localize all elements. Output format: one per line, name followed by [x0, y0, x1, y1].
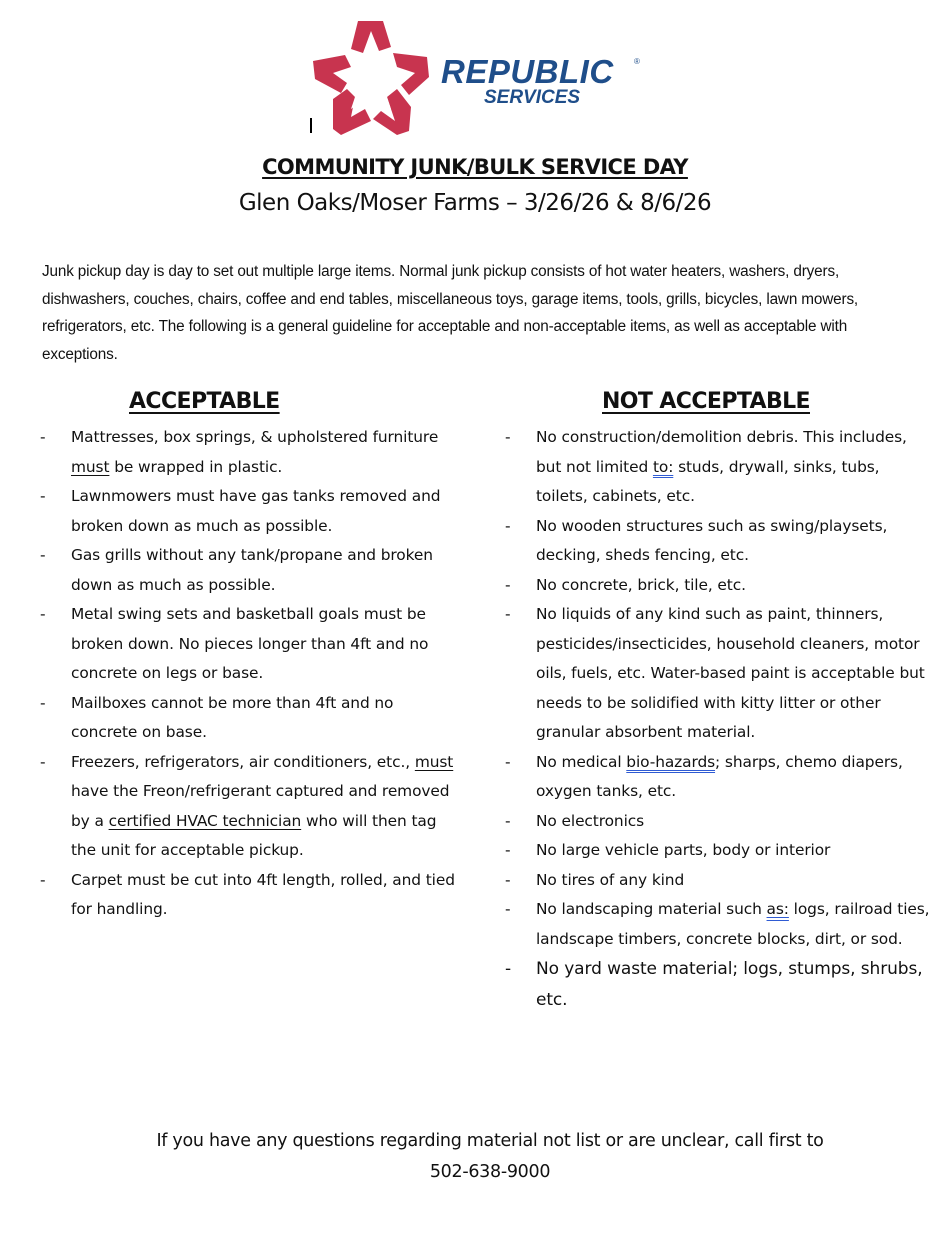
- list-item: - Lawnmowers must have gas tanks removed and broken down as much as possible.: [40, 487, 441, 535]
- not-acceptable-heading: NOT ACCEPTABLE: [602, 389, 810, 414]
- list-item: - No medical bio-hazards; sharps, chemo diapers, oxygen tanks, etc.: [505, 752, 903, 800]
- list-item: - Metal swing sets and basketball goals must be broken down. No pieces longer than 4ft and no concrete on legs or base.: [40, 605, 429, 682]
- list-item: - Carpet must be cut into 4ft length, rolled, and tied for handling.: [40, 870, 455, 918]
- list-item: - No large vehicle parts, body or interior: [505, 841, 831, 859]
- footer-text: If you have any questions regarding material not list or are unclear, call first to: [156, 1131, 824, 1151]
- logo-subtitle: SERVICES: [484, 87, 581, 108]
- list-item: - No landscaping material such as: logs, railroad ties, landscape timbers, concrete blocks, dirt, or sod.: [505, 900, 930, 948]
- list-item: - Mailboxes cannot be more than 4ft and no concrete on base.: [40, 693, 394, 741]
- acceptable-column: [40, 385, 460, 925]
- page-subtitle: Glen Oaks/Moser Farms – 3/26/26 & 8/6/26: [238, 190, 712, 216]
- list-item: - No electronics: [505, 811, 645, 830]
- list-item: - No concrete, brick, tile, etc.: [505, 575, 746, 594]
- logo-wordmark: REPUBLIC: [441, 53, 614, 90]
- list-item: - No yard waste material; logs, stumps, shrubs, etc.: [505, 959, 923, 1010]
- page-title: COMMUNITY JUNK/BULK SERVICE DAY: [262, 155, 688, 179]
- list-item: - Freezers, refrigerators, air conditioners, etc., must have the Freon/refrigerant captured and removed by a certified HVAC technician who will then tag the unit for acceptable pickup.: [40, 752, 454, 859]
- contact-footer: [0, 1126, 950, 1188]
- phone-number: 502-638-9000: [429, 1162, 551, 1182]
- list-item: - Gas grills without any tank/propane and broken down as much as possible.: [40, 546, 433, 594]
- not-acceptable-list: [505, 423, 930, 1016]
- list-item: - No tires of any kind: [505, 870, 685, 889]
- star-logo-icon: [311, 17, 431, 135]
- list-item: - Mattresses, box springs, & upholstered furniture must be wrapped in plastic.: [40, 428, 439, 476]
- republic-services-logo: [311, 17, 643, 135]
- not-acceptable-column: [505, 385, 930, 1016]
- intro-paragraph: Junk pickup day is day to set out multiple large items. Normal junk pickup consists of hot water heaters, washers, dryers, dishwashers, couches, chairs, coffee and end tables, miscellaneous toys, garage items, tools, grills, bicycles, lawn mowers, refrigerators, etc. The following is a general guideline for acceptable and non-acceptable items, as well as acceptable with exceptions.: [42, 263, 859, 363]
- list-item: - No construction/demolition debris. This includes, but not limited to: studs, drywall, sinks, tubs, toilets, cabinets, etc.: [505, 428, 907, 505]
- list-item: - No wooden structures such as swing/playsets, decking, sheds fencing, etc.: [505, 516, 888, 564]
- list-item: - No liquids of any kind such as paint, thinners, pesticides/insecticides, household cleaners, motor oils, fuels, etc. Water-based paint is acceptable but needs to be solidified with kitty litter or other granular absorbent material.: [505, 605, 925, 741]
- acceptable-list: [40, 423, 460, 925]
- acceptable-heading: ACCEPTABLE: [129, 389, 280, 414]
- registered-mark: ®: [634, 57, 640, 66]
- text-cursor: [310, 118, 312, 133]
